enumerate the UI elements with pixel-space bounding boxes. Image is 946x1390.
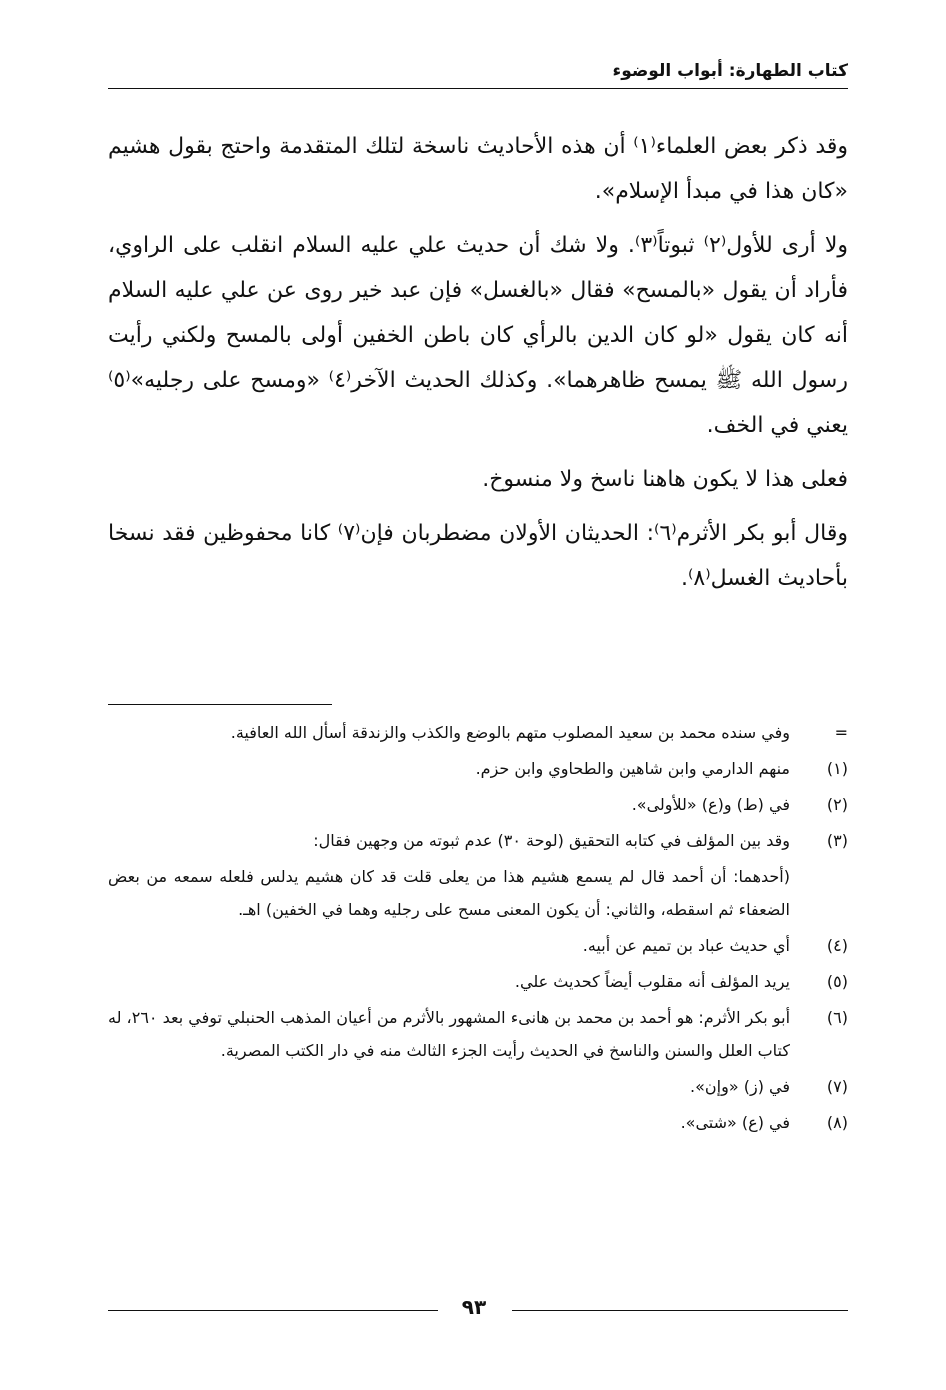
footnote-number: (٧) <box>826 1077 848 1096</box>
footnotes <box>108 716 848 1142</box>
footnote-text: أي حديث عباد بن تميم عن أبيه. <box>582 936 790 955</box>
running-header: كتاب الطهارة: أبواب الوضوء <box>612 61 848 81</box>
paragraph: وقد ذكر بعض العلماء⁽١⁾ أن هذه الأحاديث ناسخة لتلك المتقدمة واحتج بقول هشيم «كان هذا في مبدأ الإسلام». <box>108 134 849 204</box>
footnote-2 <box>108 788 848 821</box>
footnote-number: (٦) <box>826 1008 848 1027</box>
footnote-number: (٢) <box>826 795 848 814</box>
main-text <box>108 124 848 610</box>
footnote-text: وقد بين المؤلف في كتابه التحقيق (لوحة ٣٠) عدم ثبوته من وجهين فقال: <box>313 831 790 850</box>
footnote-1 <box>108 752 848 785</box>
footnote-number: (٥) <box>826 972 848 991</box>
page-number: ٩٣ <box>461 1295 487 1319</box>
footnote-text: يريد المؤلف أنه مقلوب أيضاً كحديث علي. <box>514 972 790 991</box>
footnote-text: في (ز) «وإن». <box>690 1077 790 1096</box>
footer-rule-right <box>512 1310 848 1311</box>
footer-rule-left <box>108 1310 438 1311</box>
header-rule <box>108 88 848 89</box>
footnote-6 <box>108 1001 848 1067</box>
footnote-separator <box>108 704 332 705</box>
footnote-carryover <box>108 716 848 749</box>
footnote-number: (٤) <box>826 936 848 955</box>
footnote-text: منهم الدارمي وابن شاهين والطحاوي وابن حزم. <box>475 759 790 778</box>
footnote-text: وفي سنده محمد بن سعيد المصلوب متهم بالوضع والكذب والزندقة أسأل الله العافية. <box>230 723 790 742</box>
footnote-3 <box>108 824 848 857</box>
footnote-4 <box>108 929 848 962</box>
footnote-3-continuation: (أحدهما: أن أحمد قال لم يسمع هشيم هذا من يعلى قلت قد كان هشيم يدلس فلعله سمعه من بعض الضعفاء ثم اسقطه، والثاني: أن يكون المعنى مسح على رجليه وهما في الخفين) اهـ. <box>108 867 790 919</box>
footnote-number: (٣) <box>826 831 848 850</box>
paragraph: فعلى هذا لا يكون هاهنا ناسخ ولا منسوخ. <box>482 467 848 492</box>
footnote-number: (٨) <box>826 1113 848 1132</box>
paragraph: وقال أبو بكر الأثرم⁽٦⁾: الحديثان الأولان مضطربان فإن⁽٧⁾ كانا محفوظين فقد نسخا بأحاديث الغسل⁽٨⁾. <box>108 521 848 591</box>
footnote-8 <box>108 1106 848 1139</box>
paragraph: ولا أرى للأول⁽٢⁾ ثبوتاً⁽٣⁾. ولا شك أن حديث علي عليه السلام انقلب على الراوي، فأراد أن يقول «بالمسح» فقال «بالغسل» فإن عبد خير روى عن علي عليه السلام أنه كان يقول «لو كان الدين بالرأي كان باطن الخفين أولى بالمسح ولكني رأيت رسول الله ﷺ يمسح ظاهرهما». وكذلك الحديث الآخر⁽٤⁾ «ومسح على رجليه»⁽٥⁾ يعني في الخف. <box>108 233 848 438</box>
footnote-5 <box>108 965 848 998</box>
footnote-number: (١) <box>826 759 848 778</box>
footnote-7 <box>108 1070 848 1103</box>
footnote-text: أبو بكر الأثرم: هو أحمد بن محمد بن هانىء المشهور بالأثرم من أعيان المذهب الحنبلي توفي بعد ٢٦٠، له كتاب العلل والسنن والناسخ في الحديث رأيت الجزء الثالث منه في دار الكتب المصرية. <box>108 1008 791 1060</box>
carryover-mark: = <box>834 723 848 742</box>
footnote-text: في (ع) «شتى». <box>680 1113 790 1132</box>
footnote-text: في (ط) و(ع) «للأولى». <box>631 795 790 814</box>
